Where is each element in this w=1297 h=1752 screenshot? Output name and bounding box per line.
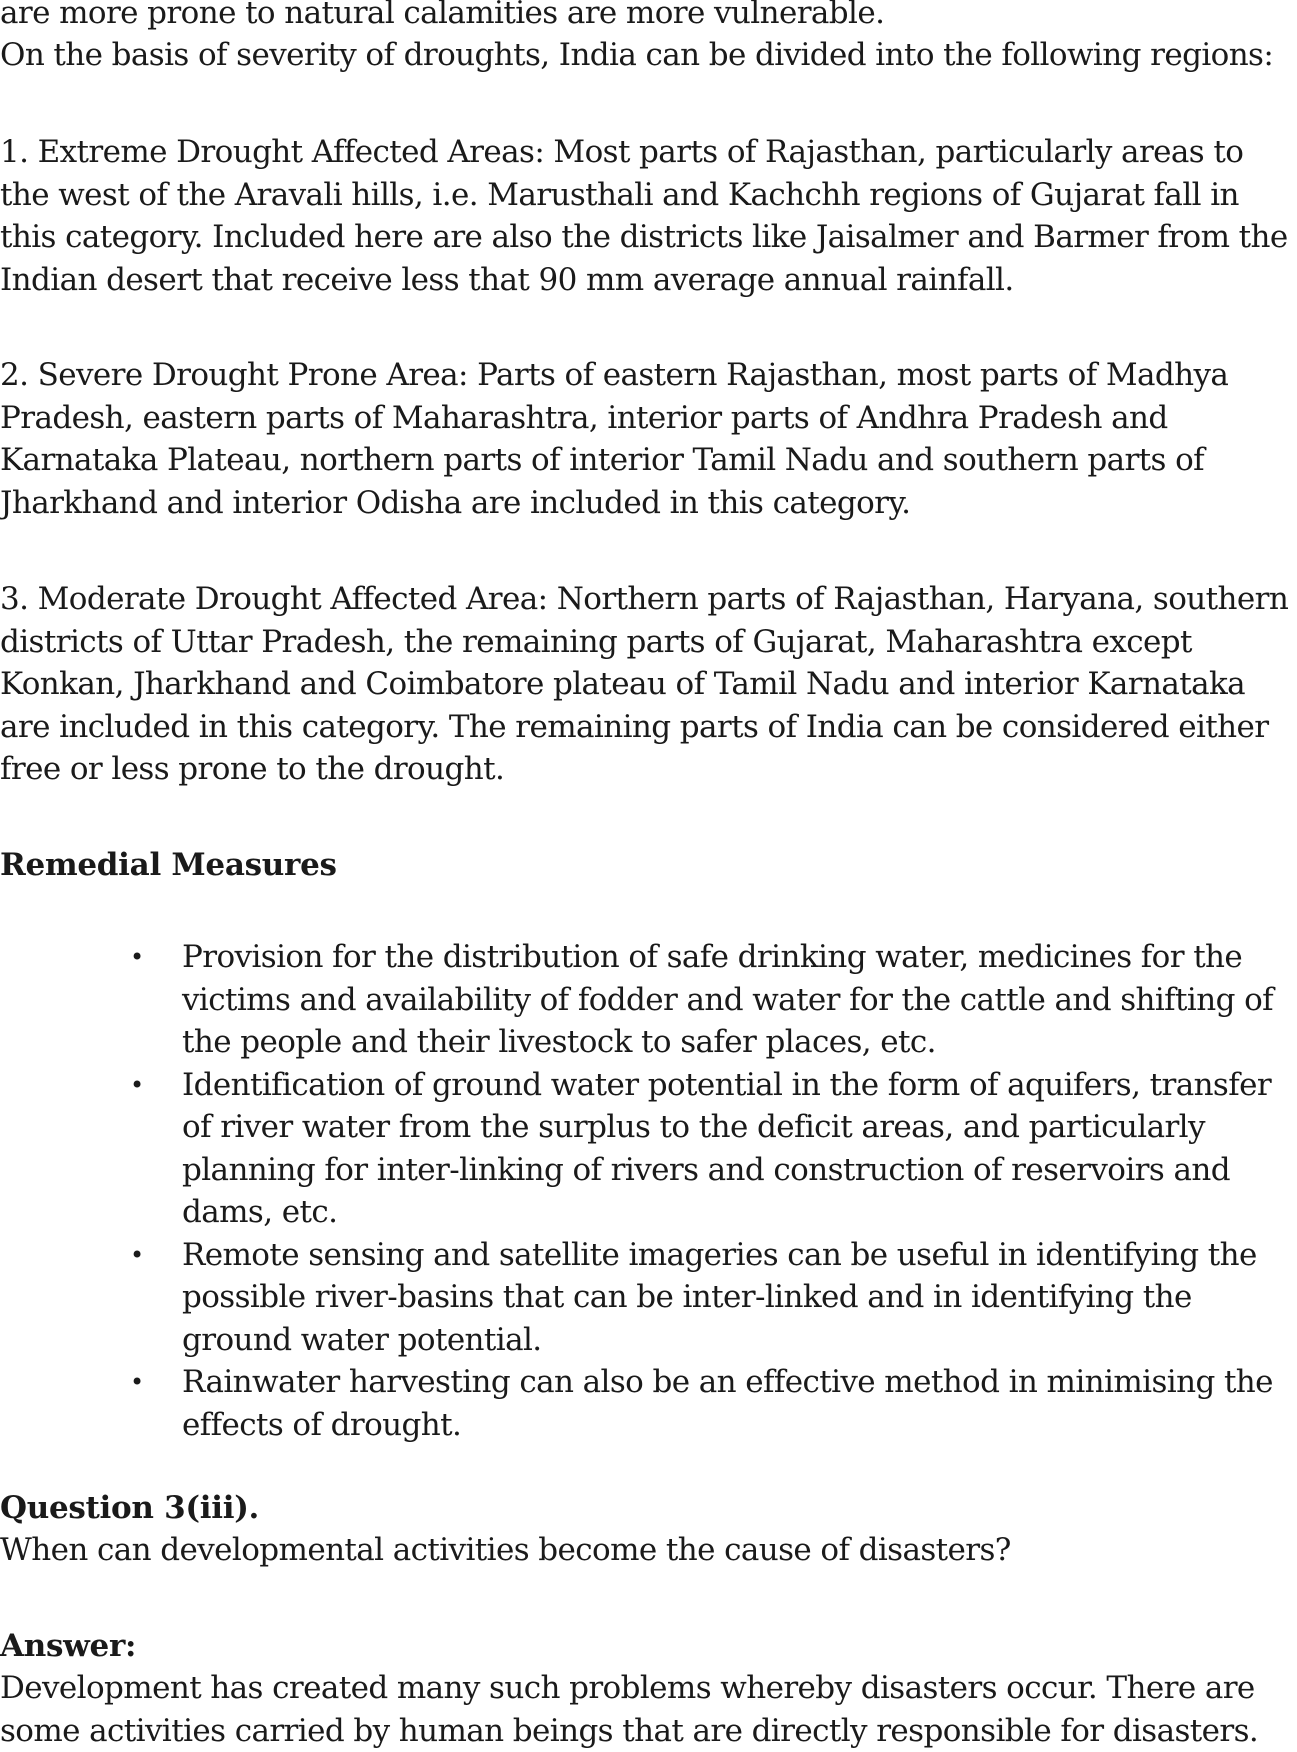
list-item-text: Rainwater harvesting can also be an effective method in minimising the effects of drought. <box>182 1364 1273 1443</box>
answer-heading: Answer: <box>0 1628 137 1664</box>
region-extreme-paragraph: 1. Extreme Drought Affected Areas: Most parts of Rajasthan, particularly areas to the west of the Aravali hills, i.e. Marusthali and Kachchh regions of Gujarat fall in this category. Included here are also the districts like Jaisalmer and Barmer from the Indian desert that receive less that 90 mm average annual rainfall. <box>0 134 1288 298</box>
question-text: When can developmental activities become the cause of disasters? <box>0 1532 1011 1568</box>
intro-line-basis: On the basis of severity of droughts, India can be divided into the following regions: <box>0 37 1274 73</box>
question-heading: Question 3(iii). <box>0 1490 260 1526</box>
bullet-icon: • <box>130 1070 144 1099</box>
list-item-text: Provision for the distribution of safe drinking water, medicines for the victims and availability of fodder and water for the cattle and shifting of the people and their livestock to safer places, etc. <box>182 939 1274 1060</box>
bullet-icon: • <box>130 943 144 971</box>
region-severe-paragraph: 2. Severe Drought Prone Area: Parts of eastern Rajasthan, most parts of Madhya Pradesh, eastern parts of Maharashtra, interior parts of Andhra Pradesh and Karnataka Plateau, northern parts of interior Tamil Nadu and southern parts of Jharkhand and interior Odisha are included in this category. <box>0 357 1229 521</box>
list-item-text: Remote sensing and satellite imageries can be useful in identifying the possible river-basins that can be inter-linked and in identifying the ground water potential. <box>182 1236 1257 1358</box>
list-item <box>0 1361 1290 1446</box>
bullet-icon: • <box>130 1240 144 1269</box>
remedial-measures-heading: Remedial Measures <box>0 847 337 883</box>
bullet-icon: • <box>130 1368 144 1396</box>
answer-text: Development has created many such problems whereby disasters occur. There are some activities carried by human beings that are directly responsible for disasters. <box>0 1670 1259 1749</box>
region-moderate-paragraph: 3. Moderate Drought Affected Area: Northern parts of Rajasthan, Haryana, southern districts of Uttar Pradesh, the remaining parts of Gujarat, Maharashtra except Konkan, Jharkhand and Coimbatore plateau of Tamil Nadu and interior Karnataka are included in this category. The remaining parts of India can be considered either free or less prone to the drought. <box>0 581 1289 787</box>
remedial-measures-list <box>0 936 1297 1446</box>
list-item <box>0 1234 1290 1362</box>
list-item <box>0 1064 1290 1234</box>
intro-line-top: are more prone to natural calamities are more vulnerable. <box>0 0 885 31</box>
list-item-text: Identification of ground water potential in the form of aquifers, transfer of river water from the surplus to the deficit areas, and particularly planning for inter-linking of rivers and construction of reservoirs and dams, etc. <box>182 1066 1272 1230</box>
list-item <box>0 936 1290 1064</box>
